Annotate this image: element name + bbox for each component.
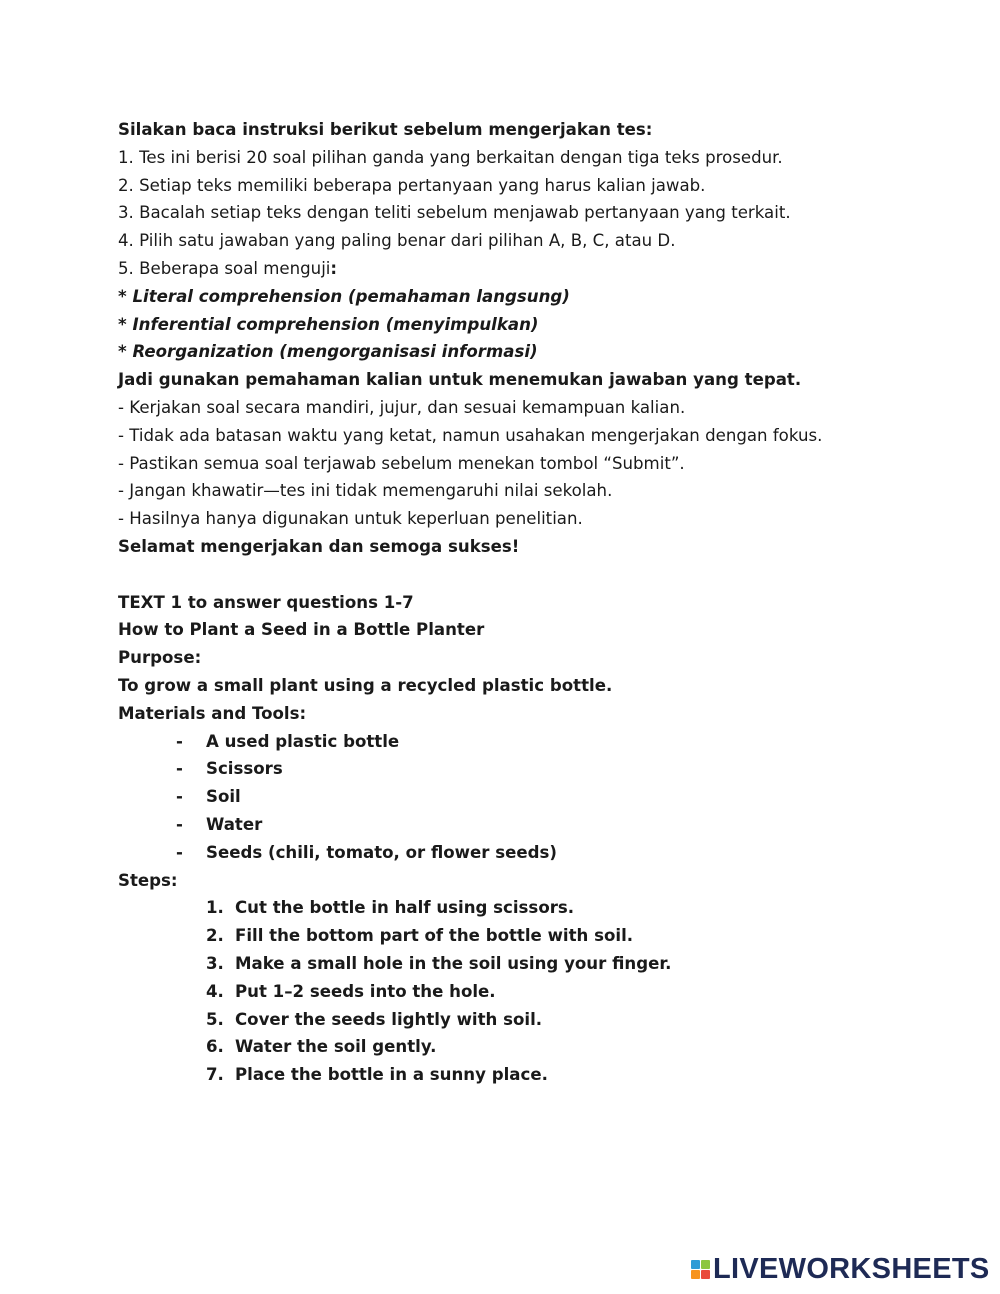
step-text: Put 1–2 seeds into the hole.	[235, 981, 496, 1001]
document-page	[118, 116, 958, 1089]
instruction-item: 3. Bacalah setiap teks dengan teliti sebelum menjawab pertanyaan yang terkait.	[118, 203, 791, 223]
text1-label: TEXT 1 to answer questions 1-7	[118, 592, 414, 612]
step-number: 7.	[206, 1065, 224, 1085]
step-item	[118, 978, 958, 1006]
step-number: 2.	[206, 926, 224, 946]
instruction-item-colon: :	[330, 258, 338, 278]
step-item	[118, 1006, 958, 1034]
material-text: Soil	[206, 787, 241, 807]
dash-bullet: -	[176, 759, 183, 779]
instruction-item: 2. Setiap teks memiliki beberapa pertanyaan yang harus kalian jawab.	[118, 175, 706, 195]
step-text: Cut the bottle in half using scissors.	[235, 898, 575, 918]
step-text: Place the bottle in a sunny place.	[235, 1065, 548, 1085]
step-number: 3.	[206, 953, 224, 973]
liveworksheets-logo-text: LIVEWORKSHEETS	[713, 1252, 990, 1285]
material-text: A used plastic bottle	[206, 731, 400, 751]
logo-square	[691, 1260, 700, 1269]
steps-heading: Steps:	[118, 870, 178, 890]
material-text: Scissors	[206, 759, 283, 779]
material-text: Water	[206, 814, 263, 834]
purpose-text: To grow a small plant using a recycled plastic bottle.	[118, 675, 613, 695]
liveworksheets-icon	[691, 1260, 710, 1279]
spacer	[118, 561, 958, 589]
materials-heading: Materials and Tools:	[118, 703, 307, 723]
logo-square	[691, 1270, 700, 1279]
step-text: Make a small hole in the soil using your finger.	[235, 953, 672, 973]
rule-item: - Hasilnya hanya digunakan untuk keperluan penelitian.	[118, 509, 583, 529]
material-item	[118, 783, 958, 811]
instruction-item-text: 5. Beberapa soal menguji	[118, 258, 331, 278]
dash-bullet: -	[176, 814, 183, 834]
logo-square	[701, 1270, 710, 1279]
instructions-heading: Silakan baca instruksi berikut sebelum mengerjakan tes:	[118, 120, 653, 139]
closing-text: Selamat mengerjakan dan semoga sukses!	[118, 536, 520, 556]
skill-item: * Inferential comprehension (menyimpulkan)	[118, 314, 539, 334]
material-text: Seeds (chili, tomato, or flower seeds)	[206, 842, 557, 862]
dash-bullet: -	[176, 787, 183, 807]
rule-item: - Jangan khawatir—tes ini tidak memengaruhi nilai sekolah.	[118, 481, 613, 501]
material-item	[118, 839, 958, 867]
rule-item: - Kerjakan soal secara mandiri, jujur, dan sesuai kemampuan kalian.	[118, 397, 686, 417]
rule-item: - Tidak ada batasan waktu yang ketat, namun usahakan mengerjakan dengan fokus.	[118, 425, 823, 445]
instruction-item: 1. Tes ini berisi 20 soal pilihan ganda yang berkaitan dengan tiga teks prosedur.	[118, 147, 783, 167]
skill-item: * Literal comprehension (pemahaman langsung)	[118, 286, 570, 306]
liveworksheets-logo[interactable]	[691, 1253, 990, 1285]
step-item	[118, 1033, 958, 1061]
skill-item: * Reorganization (mengorganisasi informasi)	[118, 342, 538, 362]
instruction-item	[118, 255, 958, 283]
step-text: Water the soil gently.	[235, 1037, 437, 1057]
instruction-item: 4. Pilih satu jawaban yang paling benar dari pilihan A, B, C, atau D.	[118, 231, 676, 251]
rule-item: - Pastikan semua soal terjawab sebelum menekan tombol “Submit”.	[118, 453, 685, 473]
step-number: 1.	[206, 898, 224, 918]
dash-bullet: -	[176, 731, 183, 751]
dash-bullet: -	[176, 842, 183, 862]
material-item	[118, 755, 958, 783]
step-number: 4.	[206, 981, 224, 1001]
step-text: Cover the seeds lightly with soil.	[235, 1009, 543, 1029]
step-item	[118, 1061, 958, 1089]
step-number: 5.	[206, 1009, 224, 1029]
step-item	[118, 922, 958, 950]
instructions-summary: Jadi gunakan pemahaman kalian untuk menemukan jawaban yang tepat.	[118, 370, 802, 390]
text1-title: How to Plant a Seed in a Bottle Planter	[118, 620, 485, 640]
step-text: Fill the bottom part of the bottle with soil.	[235, 926, 634, 946]
step-item	[118, 894, 958, 922]
purpose-heading: Purpose:	[118, 648, 202, 668]
material-item	[118, 728, 958, 756]
logo-square	[701, 1260, 710, 1269]
step-number: 6.	[206, 1037, 224, 1057]
material-item	[118, 811, 958, 839]
step-item	[118, 950, 958, 978]
